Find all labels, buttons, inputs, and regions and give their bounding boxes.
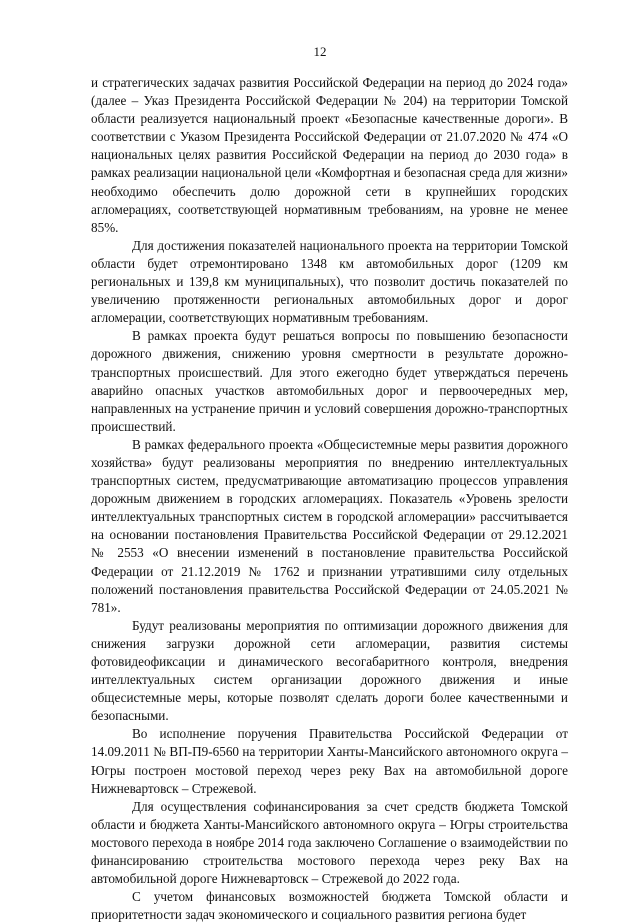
paragraph: С учетом финансовых возможностей бюджета Томской области и приоритетности задач экономического и социального развития региона будет [91, 889, 568, 923]
paragraph: В рамках федерального проекта «Общесистемные меры развития дорожного хозяйства» будут реализованы мероприятия по внедрению интеллектуальных транспортных систем, предусматривающие автоматизацию процессов управления дорожным движением в городских агломерациях. Показатель «Уровень зрелости интеллектуальных транспортных систем в городской агломерации» рассчитывается на основании постановления Правительства Российской Федерации от 29.12.2021 № 2553 «О внесении изменений в постановление правительства Российской Федерации от 21.12.2019 № 1762 и признании утратившими силу отдельных положений постановления правительства Российской Федерации от 24.05.2021 № 781». [91, 436, 568, 615]
paragraph: Будут реализованы мероприятия по оптимизации дорожного движения для снижения загрузки дорожной сети агломерации, развития системы фотовидеофиксации и динамического весогабаритного контроля, внедрения интеллектуальных систем организации дорожного движения и иные общесистемные меры, которые позволят сделать дороги более качественными и безопасными. [91, 617, 568, 724]
paragraph: Для осуществления софинансирования за счет средств бюджета Томской области и бюджета Ханты-Мансийского автономного округа – Югры строительства мостового перехода в ноябре 2014 года заключено Соглашение о взаимодействии по финансированию строительства мостового перехода через реку Вах на автомобильной дороге Нижневартовск – Стрежевой до 2022 года. [91, 798, 568, 887]
paragraph: Для достижения показателей национального проекта на территории Томской области будет отремонтировано 1348 км автомобильных дорог (1209 км региональных и 139,8 км муниципальных), что позволит достичь показателей по увеличению протяженности региональных автомобильных дорог и дорог агломерации, соответствующих нормативным требованиям. [91, 237, 568, 326]
page-number: 12 [313, 44, 327, 59]
paragraph: Во исполнение поручения Правительства Российской Федерации от 14.09.2011 № ВП-П9-6560 на территории Ханты-Мансийского автономного округа – Югры построен мостовой переход через реку Вах на автомобильной дороге Нижневартовск – Стрежевой. [91, 726, 568, 796]
paragraph: В рамках проекта будут решаться вопросы по повышению безопасности дорожного движения, снижению уровня смертности в результате дорожно-транспортных происшествий. Для этого ежегодно будет утверждаться перечень аварийно опасных участков автомобильных дорог и первоочередных мер, направленных на устранение причин и условий совершения дорожно-транспортных происшествий. [91, 328, 568, 434]
paragraph: и стратегических задачах развития Российской Федерации на период до 2024 года» (далее – Указ Президента Российской Федерации № 204) на территории Томской области реализуется национальный проект «Безопасные качественные дороги». В соответствии с Указом Президента Российской Федерации от 21.07.2020 № 474 «О национальных целях развития Российской Федерации на период до 2030 года» в рамках реализации национальной цели «Комфортная и безопасная среда для жизни» необходимо обеспечить долю дорожной сети в крупнейших городских агломерациях, соответствующей нормативным требованиям, на уровне не менее 85%. [91, 75, 568, 235]
document-body [91, 74, 568, 924]
